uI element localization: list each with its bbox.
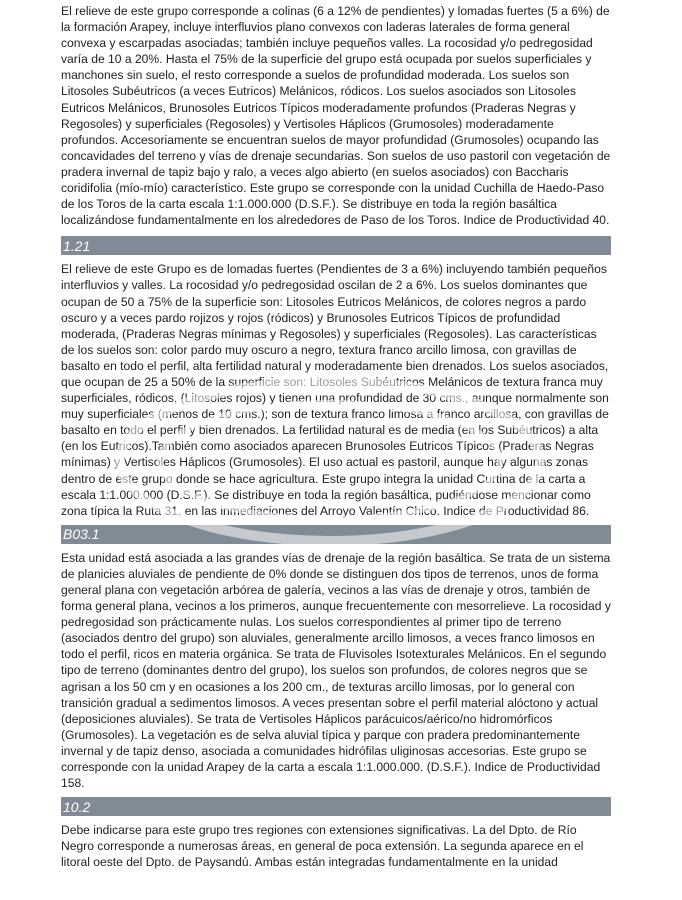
paragraph-group-b03-1: Esta unidad está asociada a las grandes vías de drenaje de la región basáltica. Se trata de un sistema de planicies aluviales de pendiente de 0% donde se distinguen dos tipos de terrenos, unos de forma general plana con vegetación arbórea de galería, vecinos a las vías de drenaje y otros, también de forma general plana, vecinos a los primeros, aunque frecuentemente con mesorrelieve. La rocosidad y pedregosidad son prácticamente nulas. Los suelos correspondientes al primer tipo de terreno (asociados dentro del grupo) son aluviales, generalmente arcillo limosos, a veces franco limosos en todo el perfil, ricos en materia orgánica. Se trata de Fluvisoles Isotexturales Melánicos. En el segundo tipo de terreno (dominantes dentro del grupo), los suelos son profundos, de colores negros que se agrisan a los 50 cm y en ocasiones a los 200 cm., de texturas arcillo limosas, por lo general con transición gradual a sedimentos limosos. A veces presentan sobre el perfil material alóctono y actual (deposiciones aluviales). Se trata de Vertisoles Háplicos parácuicos/aérico/no hidromórficos (Grumosoles). La vegetación es de selva aluvial típica y parque con pradera predominantemente invernal y de tapiz denso, asociada a comunidades hidrófilas uliginosas accesorias. Este grupo se corresponde con la unidad Arapey de la carta a escala 1:1.000.000. (D.S.F.). Indice de Productividad 158. <box>61 550 611 791</box>
section-heading-10-2 <box>61 797 611 816</box>
paragraph-group-description: El relieve de este grupo corresponde a colinas (6 a 12% de pendientes) y lomadas fuertes (5 a 6%) de la formación Arapey, incluye interfluvios plano convexos con laderas laterales de forma general convexa y escarpadas asociadas; también incluye pequeños valles. La rocosidad y/o pedregosidad varía de 10 a 20%. Hasta el 75% de la superficie del grupo está ocupada por suelos superficiales y manchones sin suelo, el resto corresponde a suelos de profundidad moderada. Los suelos son Litosoles Subéutricos (a veces Eutricos) Melánicos, ródicos. Los suelos asociados son Litosoles Eutricos Melánicos, Brunosoles Eutricos Típicos moderadamente profundos (Praderas Negras y Regosoles) y superficiales (Regosoles) y Vertisoles Háplicos (Grumosoles) moderadamente profundos. Accesoriamente se encuentran suelos de mayor profundidad (Grumosoles) ocupando las concavidades del terreno y vías de drenaje secundarias. Son suelos de uso pastoril con vegetación de pradera invernal de tapiz bajo y ralo, a veces algo abierto (en suelos asociados) con Baccharis coridifolia (mío-mío) característico. Este grupo se corresponde con la unidad Cuchilla de Haedo-Paso de los Toros de la carta escala 1:1.000.000 (D.S.F.). Se distribuye en toda la región basáltica localizándose fundamentalmente en los alrededores de Paso de los Toros. Indice de Productividad 40. <box>61 4 611 228</box>
section-heading-label: 10.2 <box>63 798 91 815</box>
paragraph-group-1-21: El relieve de este Grupo es de lomadas fuertes (Pendientes de 3 a 6%) incluyendo también pequeños interfluvios y valles. La rocosidad y/o pedregosidad oscilan de 2 a 6%. Los suelos dominantes que ocupan de 50 a 75% de la superficie son: Litosoles Eutricos Melánicos, de colores negros a pardo oscuro y a veces pardo rojizos y rojos (ródicos) y Brunosoles Eutricos Típicos de profundidad moderada, (Praderas Negras mínimas y Regosoles) y superficiales (Regosoles). Las características de los suelos son: color pardo muy oscuro a negro, textura franco arcillo limosa, con gravillas de basalto en todo el perfil, alta fertilidad natural y moderadamente bien drenados. Los suelos asociados, que ocupan de 25 a 50% de la superficie son: Litosoles Subéutricos Melánicos de textura franca muy superficiales, ródicos, (Litosoles rojos) y tienen una profundidad de 30 cms., aunque normalmente son muy superficiales (menos de 10 cms.); son de textura franco limosa a franco arcillosa, con gravillas de basalto en todo el perfil y bien drenados. La fertilidad natural es de media (en los Subéutricos) a alta (en los Eutricos).También como asociados aparecen Brunosoles Eutricos Típicos (Praderas Negras mínimas) y Vertisoles Háplicos (Grumosoles). El uso actual es pastoril, aunque hay algunas zonas dentro de este grupo donde se hace agricultura. Este grupo integra la unidad Curtina de la carta a escala 1:1.000.000 (D.S.F.). Se distribuye en toda la región basáltica, pudiéndose mencionar como zona típica la Ruta 31, en las inmediaciones del Arroyo Valentín Chico. Indice de Productividad 86. <box>61 262 609 518</box>
document-page <box>61 0 611 871</box>
section-heading-label: B03.1 <box>63 526 100 543</box>
section-heading-1-21 <box>61 236 611 255</box>
section-heading-b03-1 <box>61 525 611 544</box>
section-heading-label: 1.21 <box>63 237 91 254</box>
paragraph-group-10-2: Debe indicarse para este grupo tres regiones con extensiones significativas. La del Dpto. de Río Negro corresponde a numerosas áreas, en general de poca extensión. La segunda aparece en el litoral oeste del Dpto. de Paysandú. Ambas están integradas fundamentalmente en la unidad <box>61 823 584 870</box>
